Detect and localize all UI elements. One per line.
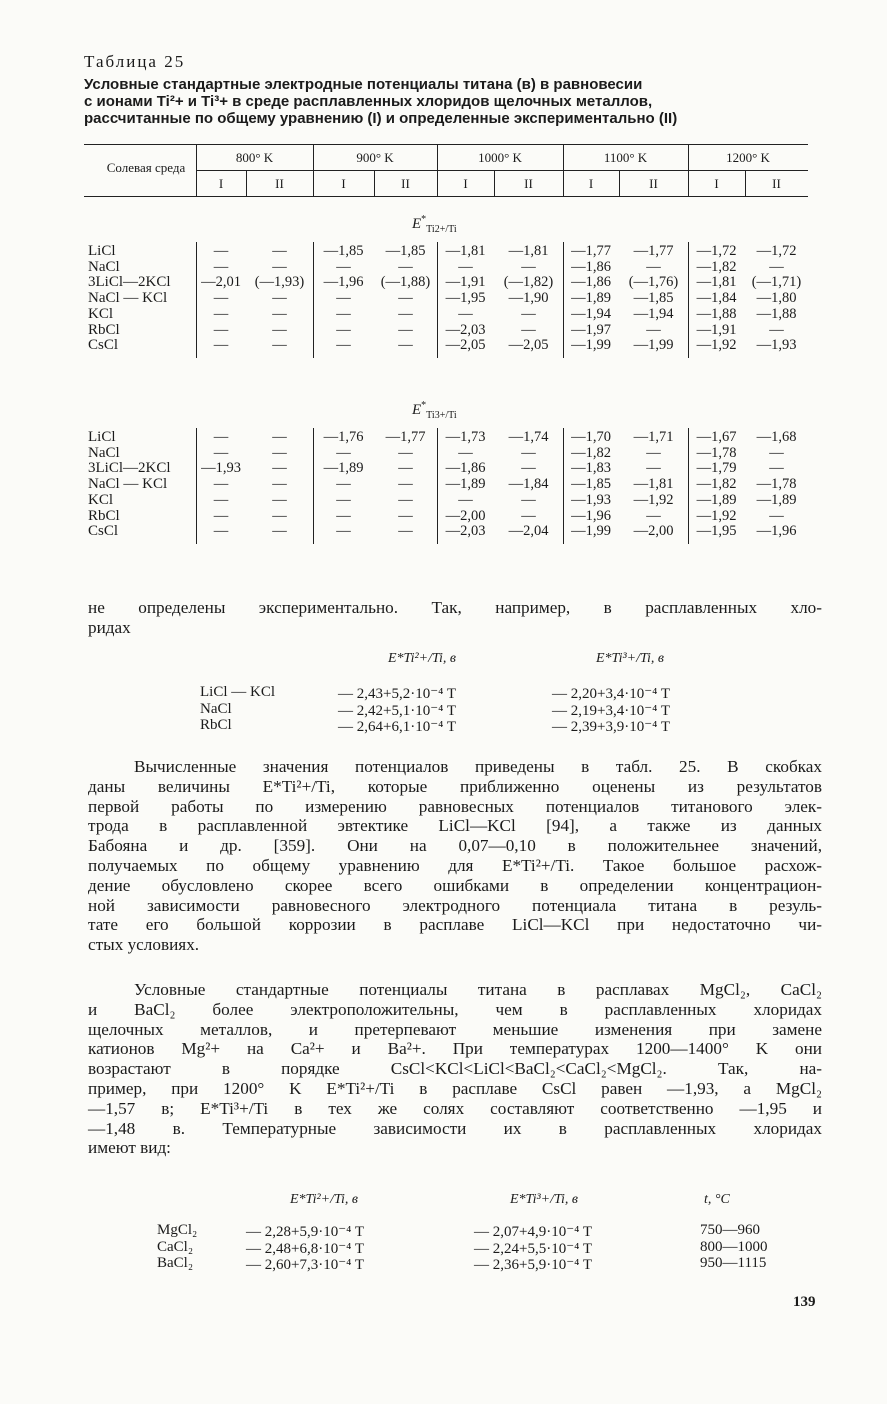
- table-cell: —: [272, 290, 287, 307]
- table-cell: —1,67: [696, 429, 737, 445]
- table-cell: —1,94: [633, 305, 674, 322]
- table-cell: —: [398, 258, 413, 275]
- formula-expr: — 2,43+5,2·10⁻⁴ T: [338, 686, 456, 702]
- table-cell: —: [336, 305, 351, 322]
- table-cell: —: [272, 491, 287, 508]
- table-row-salt: LiCl: [88, 429, 116, 445]
- header-subdivider: [745, 171, 746, 196]
- table-cell: —: [398, 507, 413, 524]
- table-cell: —1,93: [571, 491, 611, 508]
- table-row-salt: NaCl — KCl: [88, 290, 168, 307]
- table-cell: —: [272, 476, 287, 493]
- table-row-salt: KCl: [88, 305, 114, 322]
- table-label: Таблица 25: [84, 52, 186, 71]
- table-cell: —: [213, 523, 229, 540]
- table-cell: —: [769, 321, 784, 338]
- temperature-header: 1000° K: [478, 150, 522, 165]
- table-cell: —: [213, 476, 229, 493]
- table-cell: —1,99: [633, 337, 674, 354]
- table-cell: —: [521, 460, 536, 477]
- table-cell: —2,00: [445, 507, 486, 524]
- table-row-salt: NaCl: [88, 444, 120, 461]
- table-cell: —2,00: [633, 523, 674, 540]
- table-cell: —1,97: [571, 321, 611, 338]
- table-cell: —: [213, 258, 229, 275]
- table-cell: —: [336, 444, 351, 461]
- section-title: $E^*_{Ti3+/Ti}$: [412, 400, 457, 421]
- table-cell: —1,92: [633, 491, 674, 508]
- formula-salt: BaCl₂: [157, 1255, 194, 1271]
- table-cell: —1,85: [323, 243, 364, 259]
- header-divider: [437, 144, 438, 196]
- table-cell: —: [336, 321, 351, 338]
- subcol-header: II: [275, 176, 284, 191]
- table-row-salt: KCl: [88, 491, 114, 508]
- table-row-salt: RbCl: [88, 321, 120, 338]
- formula-expr: — 2,39+3,9·10⁻⁴ T: [552, 719, 670, 735]
- table-cell: —: [646, 258, 661, 275]
- table-cell: —: [272, 305, 287, 322]
- table-cell: —: [213, 321, 229, 338]
- subcol-header: II: [401, 176, 410, 191]
- table-cell: —: [769, 460, 784, 477]
- table-row-salt: 3LiCl—2KCl: [88, 460, 171, 477]
- header-subdivider: [246, 171, 247, 196]
- table-cell: —1,84: [508, 476, 549, 493]
- temperature-range: 800—1000: [700, 1238, 768, 1255]
- table-cell: —1,71: [633, 429, 674, 445]
- formula-header: E*Ti³+/Ti, в: [596, 651, 664, 666]
- table-cell: —2,05: [508, 337, 549, 354]
- table-cell: —1,96: [756, 523, 797, 540]
- table-cell: —: [398, 321, 413, 338]
- table-cell: —: [336, 258, 351, 275]
- text-line: возрастают в порядке CsCl<KCl<LiCl<BaCl₂<CaCl₂<MgCl₂. Так, на-: [88, 1059, 822, 1079]
- subcol-header: I: [463, 176, 468, 191]
- table-cell: —: [458, 305, 473, 322]
- formula-salt: CaCl₂: [157, 1238, 194, 1255]
- table-cell: —: [398, 444, 413, 461]
- text-line: —1,48 в. Температурные зависимости их в расплавленных хлоридах: [88, 1118, 822, 1138]
- table-cell: —: [213, 444, 229, 461]
- table-cell: —1,76: [323, 429, 364, 445]
- table-cell: —: [336, 507, 351, 524]
- table-cell: —: [769, 444, 784, 461]
- table-cell: —: [213, 491, 229, 508]
- text-line: дение обусловлено скорее всего ошибками в определении концентрацион-: [88, 875, 822, 895]
- table-cell: (—1,82): [503, 274, 554, 291]
- header-divider: [196, 144, 197, 196]
- text-line: тате его большой коррозии в расплаве LiCl—KCl при недостаточно чи-: [88, 915, 822, 935]
- table-cell: —: [646, 507, 661, 524]
- table-cell: —2,04: [508, 523, 549, 540]
- table-cell: —1,74: [508, 429, 549, 445]
- table-cell: —1,89: [323, 460, 364, 477]
- table-cell: —: [398, 337, 413, 354]
- table-row-salt: CsCl: [88, 337, 119, 354]
- table-cell: —: [521, 321, 536, 338]
- table-cell: —1,83: [571, 460, 611, 477]
- temperature-header: 1200° K: [726, 150, 770, 165]
- table-cell: —: [213, 337, 229, 354]
- table-cell: —: [769, 507, 784, 524]
- table-cell: —: [272, 337, 287, 354]
- table-cell: —: [398, 305, 413, 322]
- table-row-salt: NaCl: [88, 258, 120, 275]
- table-cell: —1,93: [756, 337, 797, 354]
- table-cell: —: [336, 337, 351, 354]
- table-cell: —1,95: [445, 290, 486, 307]
- text-line: первой работы по измерению равновесных потенциалов титанового элек-: [88, 796, 822, 816]
- table-cell: —1,99: [571, 337, 611, 354]
- header-subdivider: [374, 171, 375, 196]
- text-line: стых условиях.: [88, 935, 200, 955]
- table-cell: —1,96: [323, 274, 364, 291]
- temperature-range: 950—1115: [700, 1255, 767, 1271]
- table-cell: —1,89: [445, 476, 486, 493]
- formula-expr: — 2,19+3,4·10⁻⁴ T: [552, 702, 670, 719]
- table-cell: —1,78: [696, 444, 737, 461]
- formula-header: t, °C: [704, 1192, 730, 1207]
- table-row-salt: RbCl: [88, 507, 120, 524]
- table-cell: —: [646, 444, 661, 461]
- table-cell: —1,77: [385, 429, 426, 445]
- table-cell: —1,96: [571, 507, 611, 524]
- table-cell: —1,91: [445, 274, 486, 291]
- temperature-header: 1100° K: [603, 150, 648, 165]
- table-cell: —1,82: [696, 476, 737, 493]
- table-cell: —2,01: [201, 274, 241, 291]
- text-line: трода в расплавленной эвтектике LiCl—KCl [94], а также из данных: [88, 816, 822, 836]
- table-cell: —1,99: [571, 523, 611, 540]
- subcol-header: I: [341, 176, 346, 191]
- formula-salt: RbCl: [200, 717, 232, 733]
- table-cell: —1,92: [696, 337, 737, 354]
- text-line: даны величины E*Ti²+/Ti, которые приближенно оценены из результатов: [88, 776, 822, 796]
- table-cell: —1,84: [696, 290, 737, 307]
- table-caption: [84, 76, 814, 127]
- table-cell: —1,72: [756, 243, 797, 259]
- table-cell: —: [336, 523, 351, 540]
- page-number: 139: [793, 1294, 816, 1310]
- table-cell: —1,89: [756, 491, 797, 508]
- table-cell: —: [521, 507, 536, 524]
- table-cell: —1,80: [756, 290, 797, 307]
- formula-salt: MgCl₂: [157, 1222, 198, 1238]
- paragraph-3: [88, 980, 822, 1158]
- formula-expr: — 2,60+7,3·10⁻⁴ T: [246, 1257, 364, 1273]
- table-cell: —: [646, 460, 661, 477]
- table-cell: —1,78: [756, 476, 797, 493]
- table-cell: —1,94: [571, 305, 611, 322]
- table-cell: —: [398, 523, 413, 540]
- section-title: $E^*_{Ti2+/Ti}$: [412, 214, 457, 235]
- table-cell: —1,81: [696, 274, 737, 291]
- header-subdivider: [494, 171, 495, 196]
- subcol-header: I: [588, 176, 594, 191]
- table-cell: —: [272, 523, 287, 540]
- table-cell: —1,82: [571, 444, 611, 461]
- header-divider: [563, 144, 564, 196]
- formula-header: E*Ti²+/Ti, в: [388, 651, 456, 666]
- paragraph-2: [88, 757, 822, 955]
- table-cell: —1,73: [445, 429, 486, 445]
- text-line: катионов Mg²+ на Ca²+ и Ba²+. При температурах 1200—1400° K они: [88, 1039, 822, 1059]
- formula-expr: — 2,48+6,8·10⁻⁴ T: [246, 1240, 364, 1257]
- table-cell: —1,70: [571, 429, 611, 445]
- table-cell: —: [272, 429, 287, 445]
- subcol-header: I: [714, 176, 719, 191]
- table-cell: —1,93: [201, 460, 241, 477]
- text-line: Вычисленные значения потенциалов приведены в табл. 25. В скобках: [134, 757, 822, 776]
- table-row-salt: LiCl: [88, 243, 116, 259]
- table-cell: —1,88: [696, 305, 737, 322]
- table-cell: —: [272, 243, 287, 259]
- table-cell: —1,77: [571, 243, 611, 259]
- table-cell: —1,81: [633, 476, 674, 493]
- table-cell: —: [213, 429, 229, 445]
- table-cell: —1,91: [696, 321, 737, 338]
- temperature-range: 750—960: [700, 1222, 760, 1238]
- temperature-header: 900° K: [356, 150, 394, 165]
- formula-expr: — 2,64+6,1·10⁻⁴ T: [338, 719, 456, 735]
- text-line: ридах: [88, 617, 131, 637]
- table-row-salt: 3LiCl—2KCl: [88, 274, 171, 291]
- text-line: —1,57 в; E*Ti³+/Ti в тех же солях составляют соответственно —1,95 и: [88, 1098, 822, 1118]
- text-line: имеют вид:: [88, 1138, 171, 1158]
- table-cell: —: [336, 476, 351, 493]
- table-cell: —1,89: [571, 290, 611, 307]
- table-cell: (—1,76): [628, 274, 679, 291]
- table-cell: —: [769, 258, 784, 275]
- header-bottom-rule: [84, 196, 808, 197]
- table-cell: (—1,71): [751, 274, 802, 291]
- caption-line: рассчитанные по общему уравнению (I) и определенные экспериментально (II): [84, 110, 678, 127]
- table-cell: —1,82: [696, 258, 737, 275]
- formula-expr: — 2,36+5,9·10⁻⁴ T: [474, 1257, 592, 1273]
- table-cell: —1,85: [571, 476, 611, 493]
- header-divider: [688, 144, 689, 196]
- table-cell: —1,68: [756, 429, 797, 445]
- formula-header: E*Ti³+/Ti, в: [510, 1192, 578, 1207]
- table-cell: —: [272, 444, 287, 461]
- table-cell: —1,85: [385, 243, 426, 259]
- table-cell: —1,79: [696, 460, 737, 477]
- table-cell: —1,81: [508, 243, 549, 259]
- table-cell: —: [398, 476, 413, 493]
- caption-line: с ионами Ti²+ и Ti³+ в среде расплавленных хлоридов щелочных металлов,: [84, 93, 653, 110]
- table-row-salt: NaCl — KCl: [88, 476, 168, 493]
- subcol-header: II: [649, 176, 658, 191]
- table-cell: —2,03: [445, 321, 486, 338]
- table-cell: —: [272, 321, 287, 338]
- table-cell: —1,95: [696, 523, 737, 540]
- header-subdivider: [619, 171, 620, 196]
- table-cell: —: [646, 321, 661, 338]
- table-cell: —1,86: [571, 274, 611, 291]
- text-line: ной зависимости равновесного электродного потенциала титана в резуль-: [88, 895, 822, 915]
- formula-header: E*Ti²+/Ti, в: [290, 1192, 358, 1207]
- table-cell: —: [521, 305, 536, 322]
- table-cell: —: [336, 290, 351, 307]
- table-cell: —1,89: [696, 491, 737, 508]
- table-cell: —2,03: [445, 523, 486, 540]
- subcol-header: II: [772, 176, 781, 191]
- table-cell: —: [272, 258, 287, 275]
- table-cell: —: [213, 243, 229, 259]
- table-cell: —1,72: [696, 243, 737, 259]
- header-divider: [313, 144, 314, 196]
- subcol-header: I: [218, 176, 224, 191]
- formula-salt: LiCl — KCl: [200, 684, 276, 700]
- paragraph-continuation: [88, 598, 822, 637]
- text-line: Бабояна и др. [359]. Они на 0,07—0,10 в положительнее значений,: [88, 836, 822, 856]
- table-cell: —1,86: [571, 258, 611, 275]
- table-cell: (—1,93): [254, 274, 305, 291]
- table-cell: —: [213, 507, 229, 524]
- table-cell: —1,88: [756, 305, 797, 322]
- table-cell: —1,77: [633, 243, 674, 259]
- table-cell: —: [213, 305, 229, 322]
- table-top-rule: [84, 144, 808, 145]
- text-line: Условные стандартные потенциалы титана в расплавах MgCl₂, CaCl₂: [134, 980, 822, 999]
- table-cell: —: [521, 258, 536, 275]
- table-cell: —: [213, 290, 229, 307]
- table-cell: —: [272, 507, 287, 524]
- table-cell: —1,85: [633, 290, 674, 307]
- table-cell: —: [458, 444, 473, 461]
- caption-line: Условные стандартные электродные потенциалы титана (в) в равновесии: [84, 76, 643, 93]
- table-cell: —: [272, 460, 287, 477]
- table-cell: —1,86: [445, 460, 486, 477]
- table-cell: —: [458, 258, 473, 275]
- text-line: и BaCl₂ более электроположительны, чем в расплавленных хлоридах: [88, 999, 822, 1019]
- table-cell: —: [521, 491, 536, 508]
- formula-expr: — 2,28+5,9·10⁻⁴ T: [246, 1224, 364, 1240]
- formula-expr: — 2,42+5,1·10⁻⁴ T: [338, 702, 456, 719]
- table-cell: —1,90: [508, 290, 549, 307]
- table-cell: —1,81: [445, 243, 486, 259]
- text-line: пример, при 1200° K E*Ti²+/Ti в расплаве CsCl равен —1,93, а MgCl₂: [88, 1078, 822, 1098]
- subcol-header: II: [524, 176, 533, 191]
- table-cell: —: [458, 491, 473, 508]
- formula-expr: — 2,20+3,4·10⁻⁴ T: [552, 686, 670, 702]
- salt-column-header: Солевая среда: [106, 160, 186, 175]
- table-row-salt: CsCl: [88, 523, 119, 540]
- table-cell: —: [398, 460, 413, 477]
- table-cell: —: [336, 491, 351, 508]
- formula-expr: — 2,24+5,5·10⁻⁴ T: [474, 1240, 592, 1257]
- formula-expr: — 2,07+4,9·10⁻⁴ T: [474, 1224, 592, 1240]
- table-cell: —1,92: [696, 507, 737, 524]
- table-cell: —: [521, 444, 536, 461]
- text-line: получаемых по общему уравнению для E*Ti²+/Ti. Такое большое расхож-: [88, 855, 822, 875]
- table-cell: —: [398, 491, 413, 508]
- table-cell: —: [398, 290, 413, 307]
- formula-salt: NaCl: [200, 700, 232, 717]
- header-mid-rule: [196, 170, 808, 171]
- text-line: щелочных металлов, и претерпевают меньшие изменения при замене: [88, 1019, 822, 1039]
- temperature-header: 800° K: [235, 150, 274, 165]
- text-line: не определены экспериментально. Так, например, в расплавленных хло-: [88, 598, 822, 617]
- table-cell: (—1,88): [380, 274, 431, 291]
- table-cell: —2,05: [445, 337, 486, 354]
